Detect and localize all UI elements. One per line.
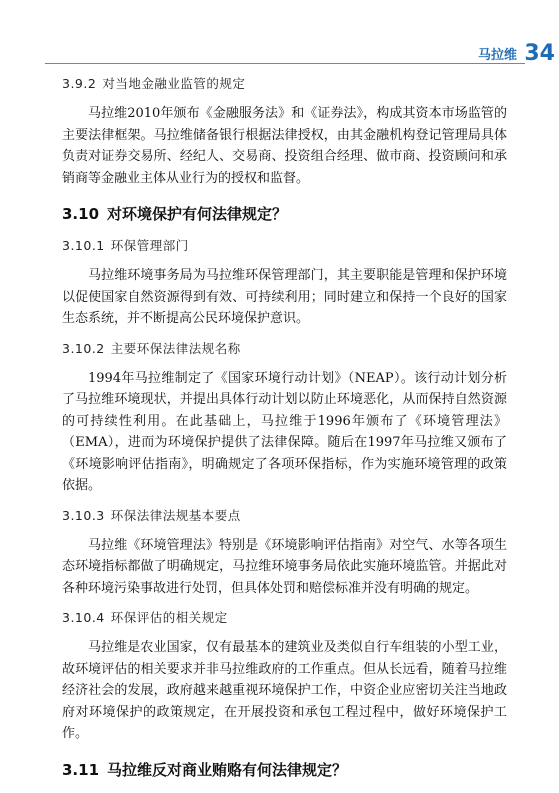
section-title: 对环境保护有何法律规定？ [107, 205, 288, 223]
subsection-title: 环保评估的相关规定 [110, 610, 228, 625]
section-title: 马拉维反对商业贿赂有何法律规定？ [107, 760, 348, 779]
paragraph: 马拉维2010年颁布《金融服务法》和《证券法》，构成其资本市场监管的主要法律框架。马拉维储备银行根据法律授权，由其金融机构登记管理局具体负责对证券交易所、经纪人、交易商、投资组合经理、做市商、投资顾问和承销商等金融业主体从业行为的授权和监督。 [62, 106, 507, 186]
paragraph: 1994年马拉维制定了《国家环境行动计划》（NEAP）。该行动计划分析了马拉维环境现状，并提出具体行动计划以防止环境恶化，从而保持自然资源的可持续性利用。在此基础上，马拉维于1996年颁布了《环境管理法》（EMA），进而为环境保护提供了法律保障。随后在1997年马拉维又颁布了《环境影响评估指南》，明确规定了各项环保指标，作为实施环境管理的政策依据。 [62, 370, 507, 493]
paragraph: 马拉维环境事务局为马拉维环保管理部门，其主要职能是管理和保护环境以促使国家自然资源得到有效、可持续利用；同时建立和保持一个良好的国家生态系统，并不断提高公民环境保护意识。 [62, 268, 507, 326]
section-number: 3.10 [62, 205, 100, 223]
section-heading [62, 203, 507, 225]
subsection-heading [62, 340, 507, 358]
subsection-heading [62, 237, 507, 255]
paragraph: 马拉维是农业国家，仅有最基本的建筑业及类似自行车组装的小型工业，故环境评估的相关要求并非马拉维政府的工作重点。但从长远看，随着马拉维经济社会的发展，政府越来越重视环境保护工作，中资企业应密切关注当地政府对环境保护的政策规定，在开展投资和承包工程过程中，做好环境保护工作。 [62, 640, 507, 741]
header-rule [45, 43, 525, 64]
section-heading [62, 759, 507, 781]
subsection-heading [62, 507, 507, 525]
subsection-title: 环保管理部门 [110, 238, 189, 253]
subsection-number: 3.10.3 [62, 507, 105, 523]
subsection-number: 3.10.1 [62, 238, 105, 253]
subsection-heading [62, 609, 507, 627]
section-number: 3.11 [62, 760, 100, 779]
chapter-name: 马拉维 [477, 48, 517, 63]
subsection-title: 环保法律法规基本要点 [110, 507, 241, 523]
page-header [478, 43, 559, 65]
subsection-number: 3.10.2 [62, 340, 105, 356]
subsection-heading [62, 75, 507, 93]
subsection-title: 主要环保法律法规名称 [110, 340, 241, 356]
subsection-number: 3.9.2 [62, 76, 97, 91]
page-number: 34 [524, 41, 555, 66]
paragraph: 马拉维《环境管理法》特别是《环境影响评估指南》对空气、水等各项生态环境指标都做了明确规定，马拉维环境事务局依此实施环境监管。并据此对各种环境污染事故进行处罚，但具体处罚和赔偿标准并没有明确的规定。 [62, 537, 507, 596]
page-content [62, 75, 507, 793]
subsection-number: 3.10.4 [62, 610, 105, 625]
subsection-title: 对当地金融业监管的规定 [102, 76, 246, 91]
